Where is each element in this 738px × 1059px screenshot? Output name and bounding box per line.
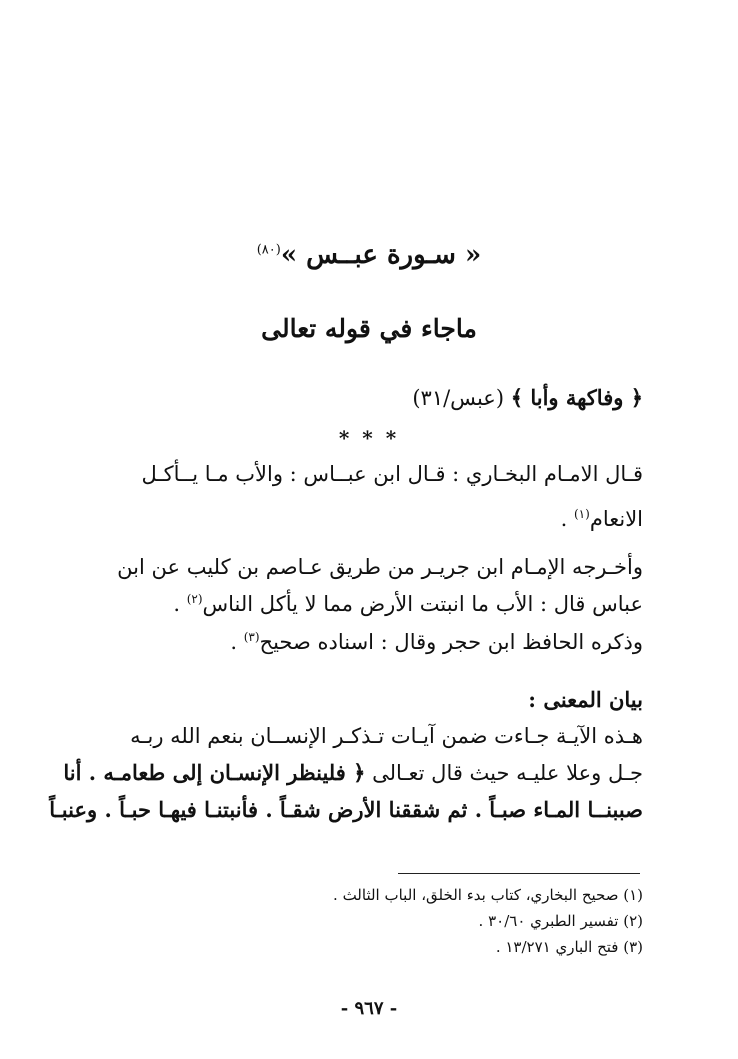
meaning-line-2 [63, 760, 643, 785]
entry-line-3: وأخـرجه الإمـام ابن جريـر من طريق عـاصم بن كليب عن ابن [117, 555, 643, 579]
entry-text-1: قـال الامـام البخـاري : قـال ابن عبــاس : والأب مـا يــأكـل [141, 462, 643, 486]
footnote-divider [398, 873, 640, 874]
footnote-ref-2: (٢) [186, 592, 203, 606]
surah-title-footnote: (٨٠) [256, 242, 281, 258]
entry-line-1 [142, 462, 643, 486]
meaning-text-2: جـل وعلا عليـه حيث قال تعـالى [372, 761, 643, 785]
entry-text-2: الانعام [589, 507, 643, 531]
surah-title [0, 240, 738, 270]
verse-reference: (عبس/٣١) [412, 386, 505, 410]
entry-line-4: عباس قال : الأب ما انبتت الأرض مما لا يأكل الناس$^{(٢)}$ . [173, 592, 643, 616]
footnote-2: (٢) تفسير الطبري ٣٠/٦٠ . [478, 912, 643, 930]
entry-line-5: وذكره الحافظ ابن حجر وقال : اسناده صحيح$^{(٣)}$ . [230, 630, 643, 654]
meaning-line-3: صببنــا المـاء صبـاً . ثم شققنا الأرض شقـاً . فأنبتنـا فيهـا حبـاً . وعنبـاً [49, 797, 643, 822]
footnote-ref-1: (١) [573, 507, 590, 521]
section-heading: ماجاء في قوله تعالى [261, 314, 477, 343]
verse-line [412, 385, 643, 410]
verse-text: ﴿ وفاكهة وأبا ﴾ [510, 385, 643, 410]
entry-text-4: عباس قال : الأب ما انبتت الأرض مما لا يأكل الناس [202, 592, 643, 616]
footnote-1: (١) صحيح البخاري، كتاب بدء الخلق، الباب الثالث . [333, 886, 643, 904]
entry-text-5: وذكره الحافظ ابن حجر وقال : اسناده صحيح [259, 630, 643, 654]
meaning-heading: بيان المعنى : [528, 687, 643, 712]
page-number: - ٩٦٧ - [340, 998, 398, 1019]
footnote-ref-3: (٣) [243, 630, 260, 644]
separator-stars: * * * [338, 426, 400, 450]
entry-line-2: الانعام$^{(١)}$ . [560, 507, 643, 531]
meaning-verse-1: ﴿ فلينظر الإنسـان إلى طعامـه . أنا [63, 760, 366, 785]
surah-title-text: « سـورة عبــس » [280, 240, 482, 270]
meaning-line-1: هـذه الآيـة جـاءت ضمن آيـات تـذكـر الإنســان بنعم الله ربـه [130, 724, 643, 748]
footnote-3: (٣) فتح الباري ١٣/٢٧١ . [495, 938, 643, 956]
